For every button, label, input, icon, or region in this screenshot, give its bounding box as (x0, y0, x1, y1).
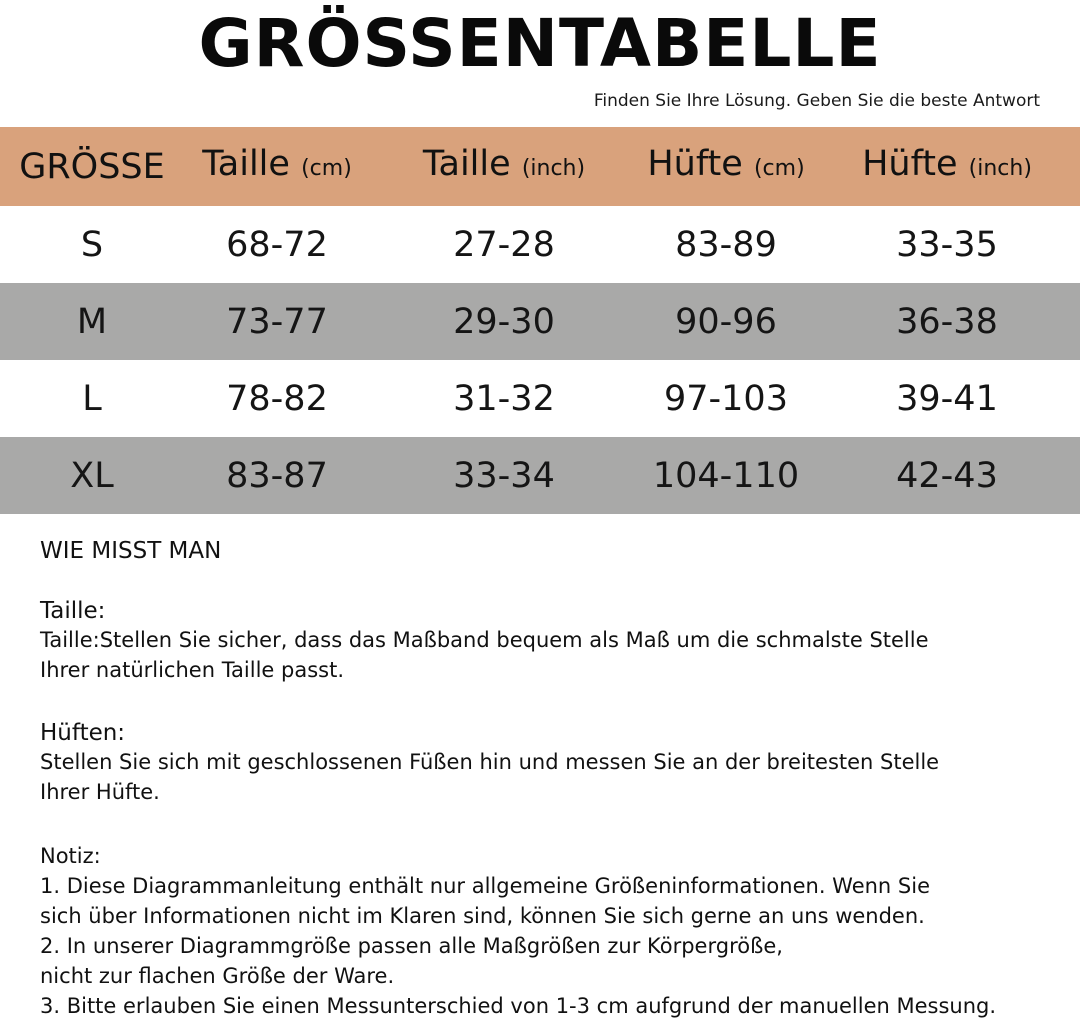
page-subtitle: Finden Sie Ihre Lösung. Geben Sie die beste Antwort (593, 91, 1040, 111)
cell-waist-cm: 83-87 (226, 455, 328, 496)
header-waist-cm (184, 144, 370, 189)
waist-text-line: Taille:Stellen Sie sicher, dass das Maßband bequem als Maß um die schmalste Stelle (40, 628, 929, 652)
hip-text-line: Ihrer Hüfte. (40, 780, 160, 804)
cell-waist-cm: 68-72 (226, 224, 328, 265)
table-header-row (0, 127, 1080, 206)
cell-hip-inch: 42-43 (896, 455, 998, 496)
cell-hip-inch: 36-38 (896, 301, 998, 342)
header-size-label: GRÖSSE (19, 146, 165, 187)
guide-heading: WIE MISST MAN (40, 538, 222, 564)
cell-hip-cm: 90-96 (675, 301, 777, 342)
cell-hip-cm: 97-103 (664, 378, 788, 419)
header-waist-cm-label: Taille (202, 144, 290, 184)
header-hip-inch-label: Hüfte (862, 144, 958, 184)
measurement-guide (40, 535, 1070, 1018)
header-waist-inch-label: Taille (422, 144, 511, 184)
note-title: Notiz: (40, 844, 101, 868)
header-waist-cm-unit: (cm) (301, 156, 352, 181)
header-hip-cm-label: Hüfte (647, 144, 743, 184)
cell-waist-inch: 33-34 (453, 455, 555, 496)
cell-hip-inch: 33-35 (896, 224, 998, 265)
header-size (0, 147, 184, 187)
cell-waist-inch: 27-28 (453, 224, 555, 265)
header-waist-inch-unit: (inch) (521, 156, 586, 181)
header-hip-inch-unit: (inch) (968, 156, 1032, 181)
header-hip-inch (814, 144, 1080, 189)
cell-size: S (80, 224, 104, 265)
hip-section (40, 719, 939, 807)
table-row (0, 437, 1080, 514)
note-line: sich über Informationen nicht im Klaren sind, können Sie sich gerne an uns wenden. (40, 904, 925, 928)
cell-size: XL (70, 455, 114, 496)
waist-title: Taille: (40, 598, 106, 624)
header-waist-inch (370, 144, 638, 189)
note-line: 3. Bitte erlauben Sie einen Messunterschied von 1-3 cm aufgrund der manuellen Messung. (40, 994, 997, 1018)
cell-waist-inch: 31-32 (453, 378, 555, 419)
page-title: GRÖSSENTABELLE (198, 5, 882, 82)
note-section (40, 841, 996, 1021)
hip-text-line: Stellen Sie sich mit geschlossenen Füßen hin und messen Sie an der breitesten Stelle (40, 750, 940, 774)
note-line: 2. In unserer Diagrammgröße passen alle Maßgrößen zur Körpergröße, (40, 934, 783, 958)
waist-section (40, 597, 929, 685)
cell-waist-cm: 78-82 (226, 378, 328, 419)
cell-waist-cm: 73-77 (226, 301, 328, 342)
table-row (0, 283, 1080, 360)
table-row (0, 360, 1080, 437)
cell-hip-cm: 104-110 (652, 455, 800, 496)
hip-title: Hüften: (40, 720, 126, 746)
cell-waist-inch: 29-30 (453, 301, 555, 342)
cell-size: M (76, 301, 108, 342)
cell-hip-cm: 83-89 (675, 224, 777, 265)
header-hip-cm-unit: (cm) (753, 156, 805, 181)
header-hip-cm (638, 144, 814, 189)
waist-text-line: Ihrer natürlichen Taille passt. (40, 658, 344, 682)
note-line: 1. Diese Diagrammanleitung enthält nur allgemeine Größeninformationen. Wenn Sie (40, 874, 930, 898)
size-table (0, 127, 1080, 514)
cell-hip-inch: 39-41 (896, 378, 998, 419)
note-line: nicht zur flachen Größe der Ware. (40, 964, 395, 988)
table-row (0, 206, 1080, 283)
cell-size: L (82, 378, 102, 419)
